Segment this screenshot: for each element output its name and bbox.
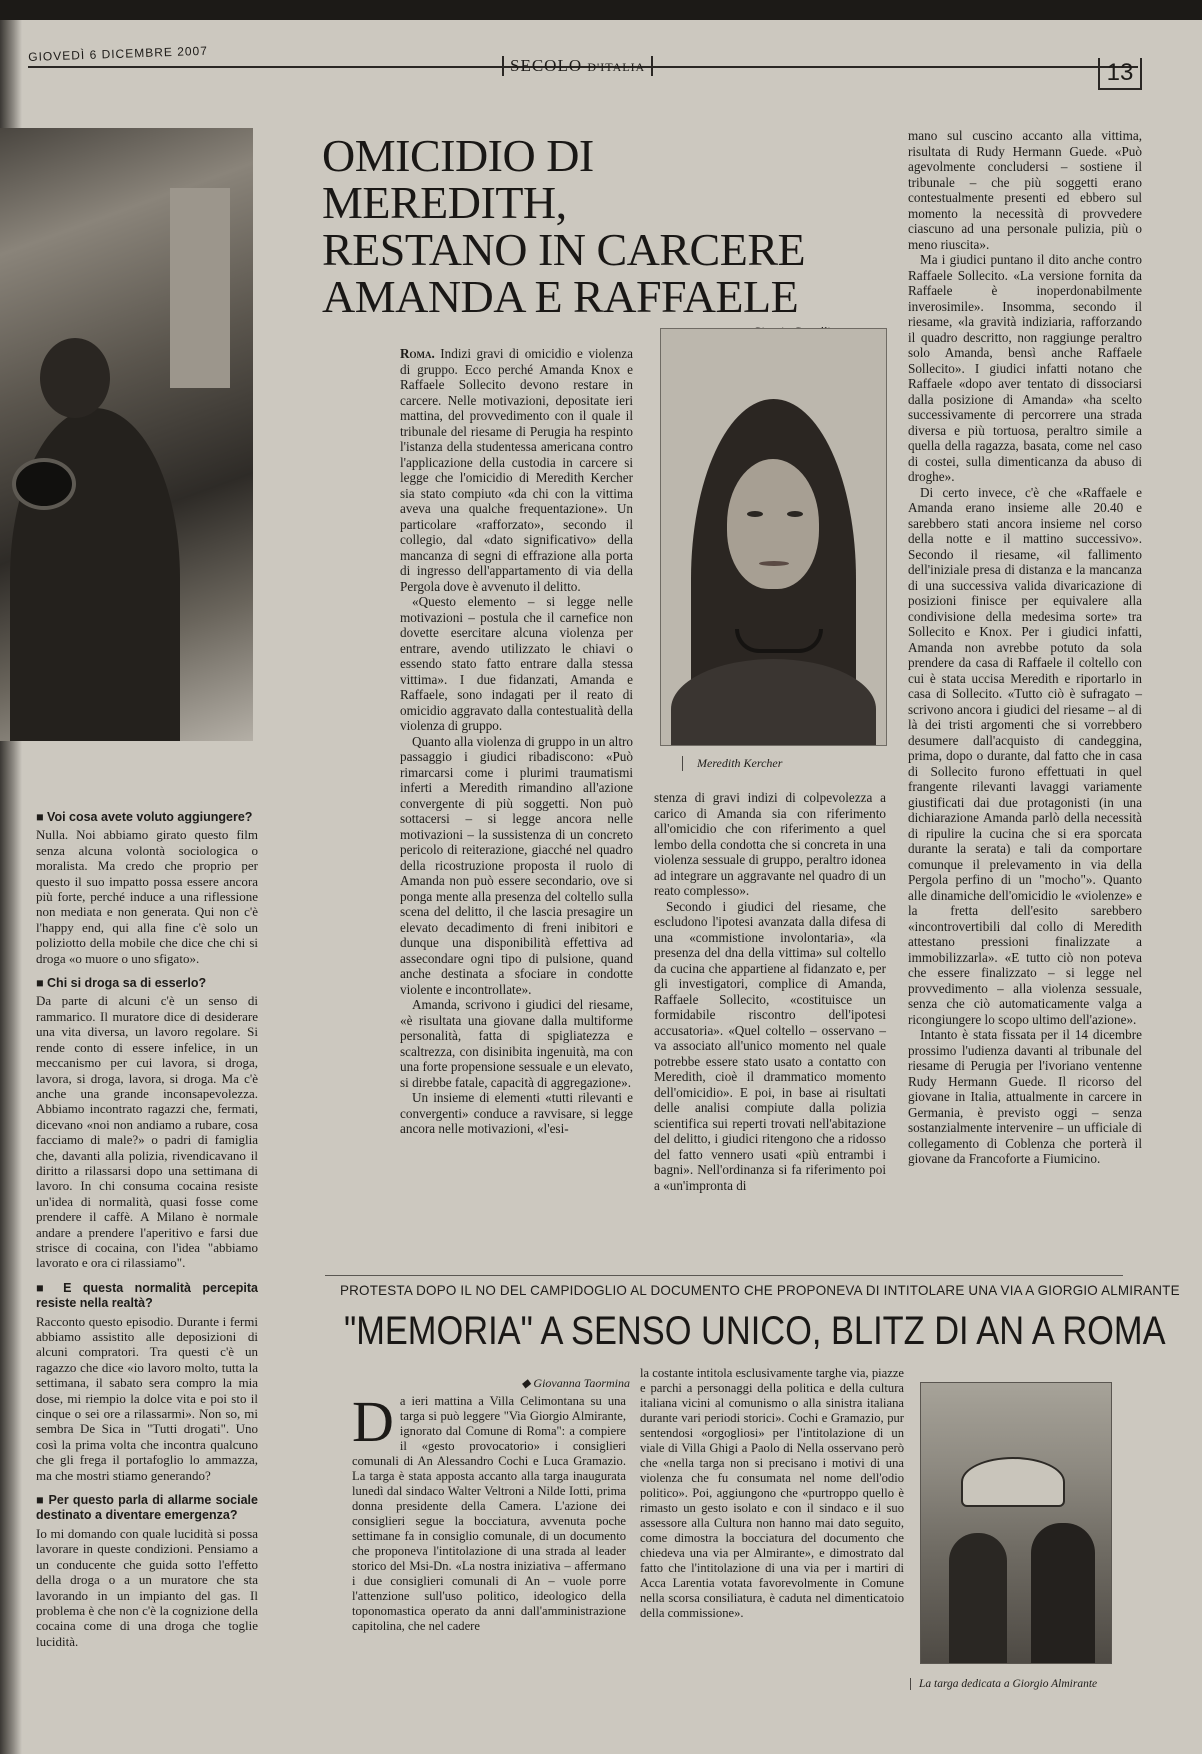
plaque-photo [920,1382,1112,1664]
camera-icon [12,458,76,510]
article-headline [322,132,822,320]
interview-answer: Io mi domando con quale lucidità si possa lavorare in queste condizioni. Pensiamo a un conducente che guida sotto l'effetto della droga o a un muratore che sta lavorando in un impianto del gas. Il problema è che non c'è la cognizione della cocaina come di una droga che toglie lucidità. [36,1525,258,1649]
interview-question: ■ E questa normalità percepita resiste nella realtà? [36,1280,258,1311]
portrait-collar [735,629,823,653]
photo-background-window [170,188,230,388]
newspaper-page [0,20,1202,1754]
interview-answer: Nulla. Noi abbiamo girato questo film senza alcuna volontà sociologica o moralista. Ma credo che proprio per questo il suo impatto possa essere ancora più forte, perché induce a una riflessione non mediata e non generata. Qui non c'è l'happy end, qui alla fine c'è solo un poliziotto della mobile che dice che chi si droga «o muore o uno sfigato». [36,827,258,966]
portrait-mouth [759,561,789,566]
article-paragraph: stenza di gravi indizi di colpevolezza a carico di Amanda sia con riferimento all'omicidio che con riferimento a quel lembo della condotta che si concreta in una violenza sessuale di gruppo, peraltro idonea ad integrare un aggravante nel quadro di un reato complesso». [654,790,886,898]
article-column-2 [654,790,886,1193]
article-column-3 [908,128,1142,1167]
interview-question: ■ Chi si droga sa di esserlo? [36,976,207,991]
article-paragraph: Ma i giudici puntano il dito anche contro Raffaele Sollecito. «La versione fornita da Raffaele è inoperdonabilmente inverosimile». Insomma, secondo il riesame, «la gravità indiziaria, rafforzando il quadro descritto, non raggiunge peraltro solo Amanda, bensì anche Raffaele Sollecito». I giudici infatti notano che Raffaele «dopo aver tentato di dissociarsi dalla posizione di Amanda» «ha scelto successivamente di percorrere una strada diversa e più tortuosa, peraltro simile a quella della ragazza, basata, come nel caso di costei, sulla dimenticanza da abuso di droghe». [908,252,1142,484]
photographer-photo [0,128,253,741]
newspaper-name-sub: D'ITALIA [587,60,646,74]
photo-person [949,1533,1007,1663]
headline-line: OMICIDIO DI MEREDITH, [322,130,594,228]
section-divider [325,1275,1123,1276]
article-paragraph: mano sul cuscino accanto alla vittima, risultata di Rudy Hermann Guede. «Può agevolmente concludersi – sostiene il tribunale – che più soggetti erano contestualmente presenti ed ebbero sul momento la necessità di provvedere ciascuno ad una personale pulizia, più o meno riuscita». [908,128,1142,252]
diamond-icon: ◆ [521,1376,531,1390]
dateline: Roma. [400,346,435,361]
interview-answer: Da parte di alcuni c'è un senso di rammarico. Il muratore dice di desiderare una vita diversa, un lavoro regolare. Si rende conto di essere infelice, in un meccanismo per cui lavora, si droga, lavora, si droga, lavora, si droga. Ma c'è anche una grande inconsapevolezza. Abbiamo incontrato ragazzi che, fermati, dicevano «noi non andiamo a rubare, cosa facciamo di male?» o padri di famiglia che, davanti alla polizia, rivendicavano il diritto a rilassarsi dopo una settimana di lavoro. In chi consuma cocaina resiste un'idea di normalità, quasi fosse come prendere il caffè. A Milano è normale andare a prendere l'aperitivo e farsi due strisce di cocaina, con l'idea "abbiamo lavorato e ora ci rilassiamo". [36,993,258,1271]
interview-answer: Racconto questo episodio. Durante i fermi abbiamo assistito alle deposizioni di alcuni compratori. Tra questi c'è un ragazzo che dice «io lavoro molto, tutta la settimana, il sabato sera compro la mia dose, mi riempio la dolce vita e poi sto il cinque o sei ore a rilassarmi». Non so, mi sembra De Sica in "Tutti drogati". Uno così la prima volta che incontra qualcuno che gli frega il portafoglio lo ammazza, ma che mostri stiamo generando? [36,1313,258,1483]
plaque-photo-caption: La targa dedicata a Giorgio Almirante [910,1678,1129,1690]
article-paragraph: «Questo elemento – si legge nelle motivazioni – postula che il carnefice non dovette esercitare alcuna violenza per entrare, avendo utilizzato le chiavi o essendo stato fatto entrare dalla stessa vittima». I due fidanzati, Amanda e Raffaele, sono indagati per il reato di omicidio aggravato dalla contestualità della violenza di gruppo. [400,594,633,733]
article2-column-1 [352,1389,626,1634]
article-paragraph: Roma. Indizi gravi di omicidio e violenza di gruppo. Ecco perché Amanda Knox e Raffaele Sollecito devono restare in carcere. Nelle motivazioni, depositate ieri mattina, del provvedimento con il quale il tribunale del riesame di Perugia ha respinto l'istanza della studentessa americana contro l'applicazione della custodia in carcere si legge che l'omicidio di Meredith Kercher sia stato compiuto «da chi con la vittima aveva una qualche frequentazione». Un particolare «rafforzato», secondo il collegio, dal «dato significativo» della mancanza di segni di effrazione alla porta di ingresso dell'appartamento di via della Pergola dove è avvenuto il delitto. [400,346,634,594]
drop-cap: D [352,1389,394,1454]
interview-column [36,800,258,1649]
article-paragraph: Da ieri mattina a Villa Celimontana su una targa si può leggere "Via Giorgio Almirante, ignorato dal Comune di Roma": a compiere il «gesto provocatorio» i consiglieri comunali di An Alessandro Cochi e Luca Gramazio. La targa è stata apposta accanto alla targa inaugurata lunedì dal sindaco Walter Veltroni a Nilde Iotti, prima donna presidente della Camera. L'azione dei consiglieri segue la bocciatura, avvenuta poche settimane fa in consiglio comunale, di un documento che proponeva l'intitolazione di una strada al leader storico del Msi-Dn. «La nostra iniziativa – affermano i due consiglieri comunali di An – vuole porre l'attenzione sull'uso politico, ideologico della toponomastica operato da anni dall'amministrazione capitolina, che nel cadere [352,1389,626,1633]
interview-question: ■ Voi cosa avete voluto aggiungere? [36,810,253,824]
article-column-1 [400,346,633,1137]
portrait-photo [660,328,887,746]
newspaper-name-main: SECOLO [510,56,583,75]
page-number: 13 [1098,58,1142,90]
article2-headline: "MEMORIA" A SENSO UNICO, BLITZ DI AN A ROMA [344,1309,1166,1353]
photo-person [1031,1523,1095,1663]
portrait-eye [787,511,803,517]
article2-kicker: PROTESTA DOPO IL NO DEL CAMPIDOGLIO AL DOCUMENTO CHE PROPONEVA DI INTITOLARE UNA VIA A GIORGIO ALMIRANTE [340,1282,1180,1298]
byline-author: Giovanna Taormina [533,1376,630,1390]
portrait-eye [747,511,763,517]
portrait-face [727,459,819,589]
issue-date: GIOVEDÌ 6 DICEMBRE 2007 [28,43,209,64]
article-paragraph: Amanda, scrivono i giudici del riesame, «è risultata una giovane dalla multiforme personalità, fatta di spigliatezza e scaltrezza, con disinibita ingenuità, ma con una forte propensione sessuale e un elevato, si direbbe fatale, capacità di aggregazione». [400,997,633,1090]
portrait-caption: Meredith Kercher [682,756,897,771]
article-paragraph: Secondo i giudici del riesame, che escludono l'ipotesi avanzata dalla difesa di una «commistione involontaria», «la presenza del dna della vittima» sul coltello da cucina che appartiene al fidanzato e, per gli investigatori, complice di Amanda, Raffaele Sollecito, «costituisce un formidabile riscontro dell'ipotesi accusatoria». «Quel coltello – osservano – va associato all'unico momento nel quale potrebbe essere stato usato a contatto con Meredith, cioè il drammatico momento dell'omicidio». E poi, in base ai risultati delle analisi compiute dalla polizia scientifica sui reperti trovati nell'abitazione del delitto, i giudici ritengono che a ridosso del fatto vennero usati «più entrambi i bagni». Nell'ordinanza si fa riferimento poi a «un'impronta di [654,898,886,1193]
article-paragraph: Quanto alla violenza di gruppo in un altro passaggio i giudici ribadiscono: «Può rimarcarsi come i plurimi traumatismi inferti a Meredith rimandino all'azione convergente di più soggetti. Non può sottacersi – si legge ancora nelle motivazioni – la sussistenza di un concreto pericolo di reiterazione, giacché nel quadro della ricostruzione proposta il ruolo di Amanda non può essere secondario, ove si ponga mente alla presenza del coltello sulla scena del delitto, il che lascia presagire un elevato decadimento di freni inibitori e dunque una disponibilità effettiva ad assecondare ogni tipo di pulsione, quand anche destinata a sfociare in condotte violente e incontrollate». [400,733,633,997]
newspaper-name [502,56,653,76]
article2-column-2 [640,1366,904,1621]
article-paragraph: Intanto è stata fissata per il 14 dicembre prossimo l'udienza davanti al tribunale del riesame di Perugia per l'ivoriano ventenne Rudy Hermann Guede. Il ricorso del giovane in Italia, attualmente in carcere in Germania, è previsto oggi – senza sostanzialmente intervenire – un ufficiale di collegamento di Coblenza che porterà il giovane da Francoforte a Fiumicino. [908,1027,1142,1166]
street-plaque [961,1457,1065,1507]
headline-line: AMANDA E RAFFAELE [322,271,799,322]
article-paragraph: la costante intitola esclusivamente targhe via, piazze e parchi a personaggi della politica e della cultura italiana vicini al comunismo o alla sinistra italiana durante vari periodi storici». Cochi e Gramazio, pur sentendosi «orgogliosi» per l'intitolazione di un viale di Villa Ghigi a Paolo di Nella osservano però che «nella targa non si precisano i motivi di una violenza che fu consumata nel nome dell'odio politico». Poi, aggiungono che «purtroppo quello è rimasto un gesto isolato e con il sindaco e il suo assessore alla Cultura non hanno mai dato seguito, come dimostra la bocciatura del documento che chiedeva una via per Almirante», e dimostrato dal fatto che l'intitolazione di una via per i martiri di Acca Larentia votata favorevolmente in Comune nella scorsa consiliatura, è caduta nel dimenticatoio della commissione». [640,1366,904,1620]
article-paragraph: Un insieme di elementi «tutti rilevanti e convergenti» conduce a ravvisare, si legge ancora nelle motivazioni, «l'esi- [400,1090,633,1136]
headline-line: RESTANO IN CARCERE [322,224,806,275]
article-paragraph: Di certo invece, c'è che «Raffaele e Amanda erano insieme alle 20.40 e sarebbero stati ancora insieme nel corso della notte e il mattino successivo». Secondo il riesame, «il fallimento dell'iniziale presa di distanza e la mancanza di una successiva valida divaricazione di posizioni finisce per equivalere alla condivisione della medesima sorte» tra Sollecito e Knox. Per i giudici infatti, Amanda non avrebbe potuto da sola prendere da casa di Raffaele il coltello con cui è stata uccisa Meredith e riportarlo in casa di Sollecito. «Tutto ciò è sufragato – scrivono ancora i giudici del riesame – al di là dei tristi argomenti che si vorrebbero desumere dall'acquisto di candeggina, prima, dopo o durante, dal fatto che in casa di Sollecito furono effettuati in quel frangente rilevanti lavaggi variamente giustificati dai due protagonisti (in una dichiarazione Amanda parlò della necessità di ripulire la cucina che si era sporcata durante la serata) e tali da comportare comunque il prelevamento in via della Pergola perfino di un "mocho"». Quanto alle dinamiche dell'omicidio le «violenze» e la fretta dell'esito sarebbero «incontrovertibili dal collo di Meredith attestano pressioni finalizzate a immobilizzarla». «E tutto ciò non poteva che essere finalizzato – si legge nel provvedimento – alla violenza sessuale, senza che ciò automaticamente valga a ricongiungere lo scopo ultimo dell'azione». [908,484,1142,1027]
interview-question: ■ Per questo parla di allarme sociale destinato a diventare emergenza? [36,1493,258,1523]
photo-figure-head [40,338,110,418]
article2-byline [470,1376,630,1391]
